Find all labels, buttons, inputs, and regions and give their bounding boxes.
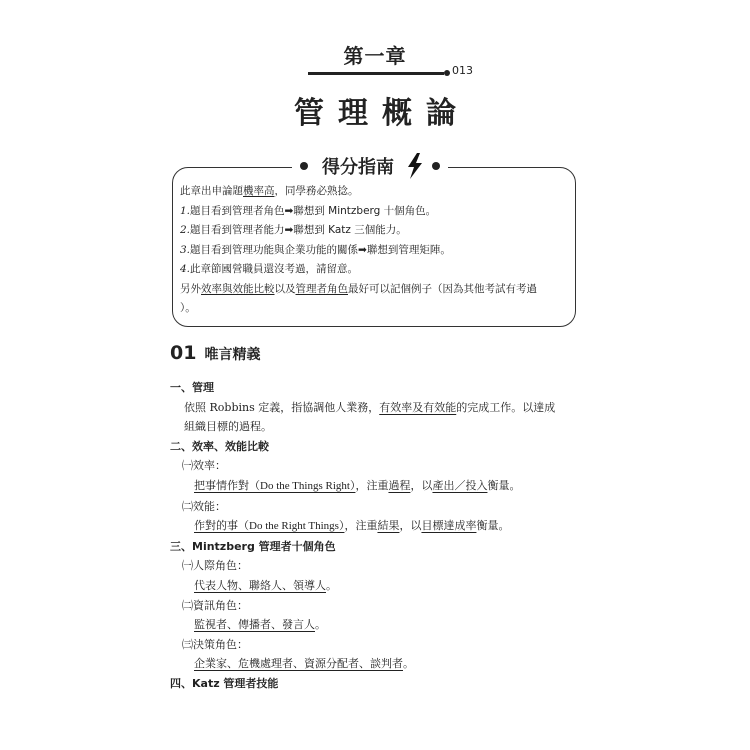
- chapter-label: 第一章: [343, 44, 407, 68]
- guide-item: 3.題目看到管理功能與企業功能的關係➡聯想到管理矩陣。: [180, 243, 451, 256]
- chapter-rule: [308, 72, 444, 75]
- guide-content: [180, 182, 572, 319]
- guide-header: [292, 150, 448, 182]
- guide-item: 1.題目看到管理者角色➡聯想到 Mintzberg 十個角色。: [180, 204, 437, 217]
- informational-detail: 監視者、傳播者、發言人。: [194, 618, 326, 632]
- heading-katz: 四、Katz 管理者技能: [170, 676, 279, 690]
- subheading-interpersonal: ㈠人際角色：: [182, 559, 248, 573]
- paragraph-management-cont: 組織目標的過程。: [184, 420, 272, 434]
- subheading-efficiency: ㈠效率：: [182, 459, 226, 473]
- lightning-icon: [404, 152, 426, 180]
- guide-note-end: ）。: [180, 302, 196, 314]
- guide-title: 得分指南: [322, 157, 394, 178]
- page-number: 013: [452, 64, 473, 77]
- subheading-decisional: ㈢決策角色：: [182, 637, 248, 651]
- guide-note: 另外效率與效能比較以及管理者角色最好可以記個例子（因為其他考試有考過: [180, 282, 537, 295]
- section-number: 01: [170, 342, 197, 364]
- guide-item: 4.此章節國營職員還沒考過，請留意。: [180, 263, 359, 275]
- heading-mintzberg: 三、Mintzberg 管理者十個角色: [170, 539, 336, 553]
- section-header: [170, 342, 260, 364]
- subheading-effectiveness: ㈡效能：: [182, 499, 226, 513]
- heading-management: 一、管理: [170, 381, 214, 394]
- interpersonal-detail: 代表人物、聯絡人、領導人。: [194, 578, 337, 592]
- subheading-informational: ㈡資訊角色：: [182, 598, 248, 612]
- bullet-dot-right: [432, 162, 440, 170]
- paragraph-management: 依照 Robbins 定義，指協調他人業務，有效率及有效能的完成工作。以達成: [184, 400, 556, 414]
- chapter-title: 管理概論: [294, 96, 470, 131]
- chapter-dot: [444, 70, 450, 76]
- efficiency-detail: 把事情作對（Do the Things Right），注重過程，以產出／投入衡量。: [194, 478, 521, 492]
- section-content: [170, 378, 590, 694]
- guide-intro: 此章出申論題機率高，同學務必熟捻。: [180, 185, 359, 197]
- bullet-dot-left: [300, 162, 308, 170]
- decisional-detail: 企業家、危機處理者、資源分配者、談判者。: [194, 657, 414, 671]
- guide-item: 2.題目看到管理者能力➡聯想到 Katz 三個能力。: [180, 224, 407, 236]
- effectiveness-detail: 作對的事（Do the Right Things），注重結果，以目標達成率衡量。: [194, 519, 510, 533]
- heading-efficiency: 二、效率、效能比較: [170, 439, 269, 453]
- section-title: 唯言精義: [204, 347, 261, 363]
